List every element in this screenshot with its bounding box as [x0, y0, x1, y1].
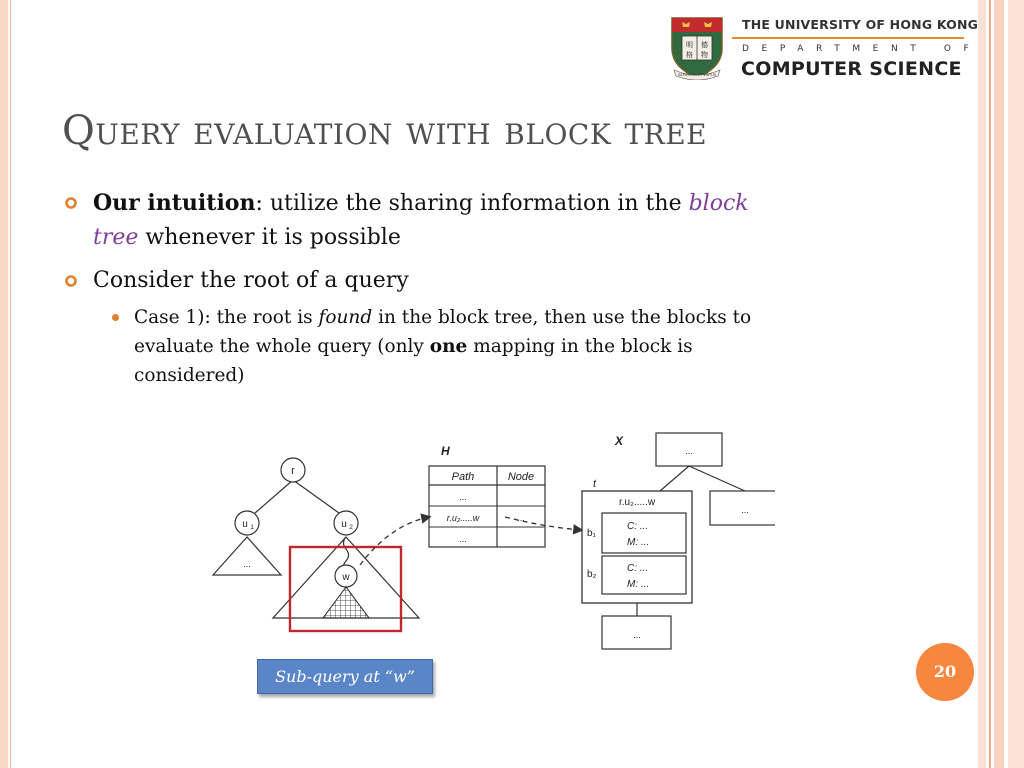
right-border-decoration — [978, 0, 986, 768]
logo-rule — [732, 37, 964, 39]
svg-text:C: ...: C: ... — [627, 521, 649, 532]
dashed-arrow-w-to-h — [360, 517, 429, 565]
right-border-line — [989, 0, 991, 768]
svg-text:...: ... — [633, 630, 641, 640]
svg-text:...: ... — [517, 513, 525, 523]
tree-term: tree — [93, 225, 139, 250]
svg-text:M: ...: M: ... — [627, 579, 650, 590]
slide-title: Query evaluation with block tree — [62, 108, 708, 154]
subquery-caption: Sub-query at “w” — [257, 659, 433, 694]
svg-text:X: X — [615, 434, 624, 448]
svg-text:物: 物 — [701, 51, 708, 59]
h-table — [429, 444, 545, 547]
sub-bullet-case1: Case 1): the root is found in the block tree, then use the blocks to evaluate the whole query (only one mapping in the block is considered) — [134, 307, 752, 386]
bullet-ring-icon — [64, 274, 78, 288]
sub-bullet-dot-icon — [112, 314, 119, 321]
hku-crest-icon — [668, 14, 726, 80]
svg-text:u: u — [242, 519, 248, 530]
svg-text:...: ... — [741, 505, 749, 515]
bullet-consider-root: Consider the root of a query — [93, 268, 409, 293]
logo-department-label: DEPARTMENT OF — [742, 44, 982, 54]
svg-text:r.u₂.....w: r.u₂.....w — [618, 497, 656, 508]
svg-text:H: H — [441, 444, 450, 458]
svg-text:C: ...: C: ... — [627, 563, 649, 574]
svg-text:SAPIENTIA ET VIRTUS: SAPIENTIA ET VIRTUS — [677, 73, 717, 77]
svg-text:...: ... — [459, 534, 467, 544]
svg-text:德: 德 — [701, 41, 708, 49]
svg-text:Node: Node — [507, 471, 535, 483]
block-tree-diagram — [205, 425, 775, 670]
svg-text:u: u — [341, 519, 347, 530]
svg-text:1: 1 — [250, 524, 254, 531]
block-term: block — [688, 191, 749, 216]
svg-text:明: 明 — [686, 41, 693, 49]
bullet-bold-term: Our intuition — [93, 190, 256, 216]
logo-department-name: COMPUTER SCIENCE — [741, 58, 962, 80]
svg-text:w: w — [342, 572, 350, 583]
query-tree — [213, 458, 419, 631]
block-tree — [582, 433, 775, 649]
left-border-decoration — [0, 0, 8, 768]
svg-text:b₁: b₁ — [587, 528, 596, 539]
bullet-intuition: Our intuition: utilize the sharing information in the block tree whenever it is possible — [93, 190, 749, 250]
left-border-line — [10, 0, 11, 768]
svg-text:r: r — [291, 465, 295, 477]
page-number-badge: 20 — [916, 643, 974, 701]
logo-university-name: THE UNIVERSITY OF HONG KONG — [742, 17, 979, 32]
svg-text:...: ... — [243, 559, 251, 569]
svg-text:Path: Path — [451, 471, 475, 483]
svg-text:b₂: b₂ — [587, 569, 597, 580]
svg-text:r.u₂.....w: r.u₂.....w — [446, 513, 480, 523]
svg-text:...: ... — [685, 446, 693, 456]
svg-text:格: 格 — [686, 51, 693, 59]
hku-cs-logo — [668, 12, 982, 82]
svg-text:2: 2 — [349, 524, 353, 531]
bullet-ring-icon — [64, 196, 78, 210]
right-border-decoration-3 — [1008, 0, 1024, 768]
right-border-decoration-2 — [994, 0, 1004, 768]
svg-text:t: t — [593, 478, 597, 490]
svg-text:M: ...: M: ... — [627, 537, 650, 548]
svg-text:...: ... — [459, 492, 467, 502]
